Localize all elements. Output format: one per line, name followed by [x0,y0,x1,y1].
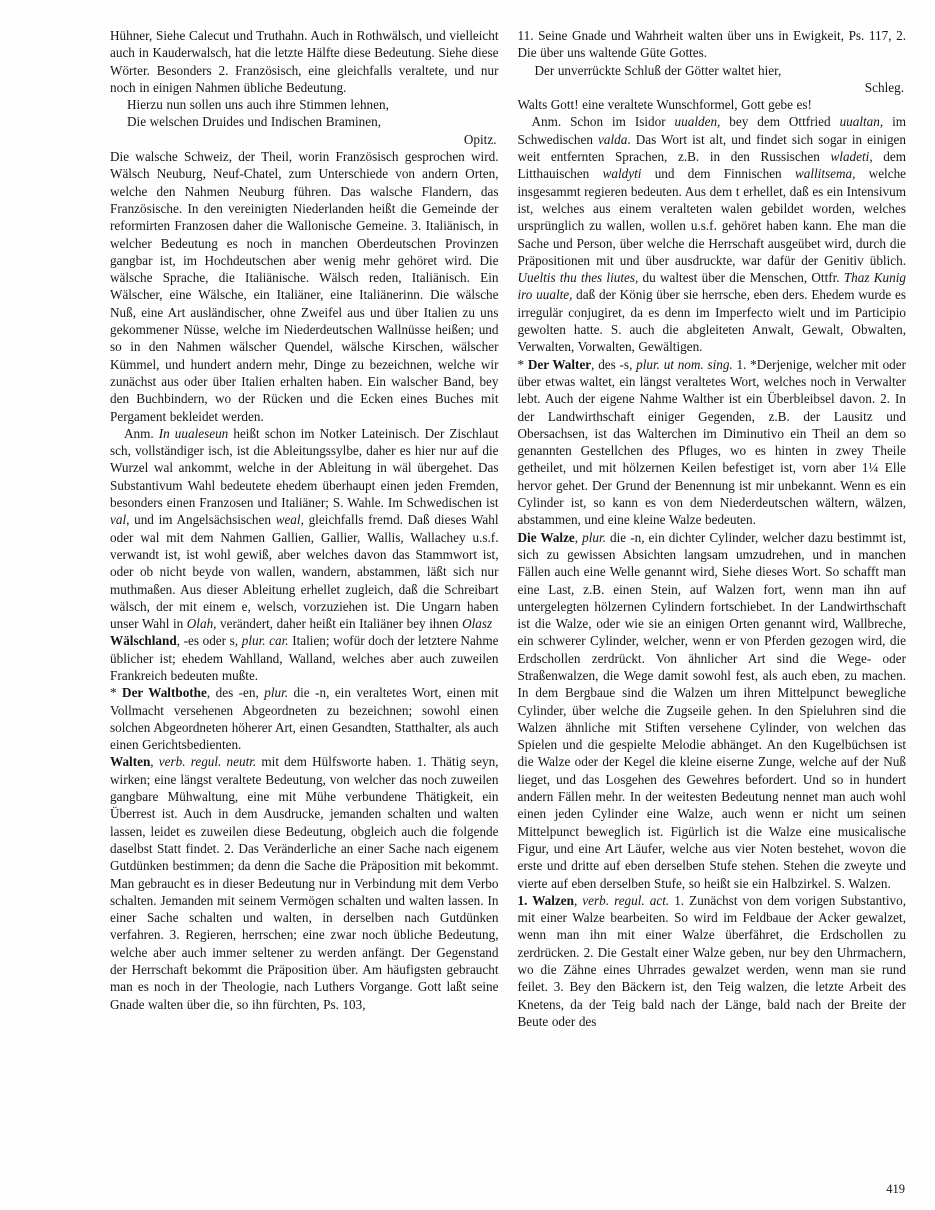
paragraph [110,425,499,633]
body-text: , -es oder s, [176,633,242,649]
headword: Wälschland [110,633,177,649]
italic-text: plur. car. [241,633,289,649]
body-text: . Das Wort ist alt, und findet sich sogar in einigen weit entfernten Sprachen, z.B. in den Russischen [517,131,906,165]
body-text: , [574,529,583,545]
body-text: , gleichfalls fremd. Daß dieses Wahl oder wal mit dem Nahmen Gallien, Gallier, Wallis, Wallachey u.s.f. verwandt ist, ist wohl gewiß, aber welches davon das Stammwort ist, oder ob nicht beyde von wallen, wandern, abstammen, läßt sich nur muthmaßen. Aus dieser Ableitung erhellet zugleich, daß die Schreibart wälsch, der mit einem e, welsch, vorzuziehen ist. Die Ungarn haben unser Wahl in [110,512,499,632]
italic-text: uualtan, [839,114,884,130]
dictionary-entry [518,892,907,1030]
body-text: , des -s, [591,356,637,372]
italic-text: weal [275,512,301,528]
italic-text: Thaz Kunig iro uualte, [517,270,906,303]
body-text: 1. *Derjenige, welcher mit oder über etwas waltet, ein längst veraltetes Wort, welches noch in Verwalter lebt. Auch der eigene Nahme Walther ist ein Überbleibsel davon. 2. In der Landwirthschaft einiger Gegenden, z.B. der Lausitz und Obersachsen, ist das Walterchen im Diminutivo ein Theil an dem so genannten Gestellchen des Pfluges, wo es hinten in zwey Theile getheilet, und mit hölzernen Keilen befestiget ist, vorn aber 1¼ Elle hervor gehet. Der Grund der Benennung ist mir unbekannt. Wenn es ein Cylinder ist, so kann es von dem Niederdeutschen wältern, wälzen, abstammen, und eine kleine Walze bedeuten. [517,356,906,528]
body-text: Anm. [124,425,159,441]
body-text: , [150,754,159,770]
dictionary-entry [110,753,499,1012]
dictionary-entry [110,632,499,684]
headword: Die Walze [517,529,575,545]
paragraph [110,148,499,425]
italic-text: wladeti, [830,149,873,165]
body-text: du waltest über die Menschen, Ottfr. [638,270,844,286]
body-text: daß der König über sie herrsche, eben ders. Ehedem wurde es irregulär conjugiret, da es denn im Imperfecto wielt und im Participio gewolten hatte. S. auch die abgleiteten Anwalt, Gewalt, Obwalten, Verwalten, Vorwalten, Gewältigen. [517,287,906,355]
italic-text: waldyti [602,166,642,182]
italic-text: verb. regul. neutr. [158,754,257,770]
body-text: Anm. Schon im Isidor [531,114,675,130]
body-text: die -n, ein dichter Cylinder, welcher dazu bestimmt ist, sich zu gewissen Absichten langsam umzudrehen, und in manchen Fällen auch eine Welle genannt wird, Siehe dieses Wort. So schafft man eine Last, z.B. einen Stein, auf Walzen fort, wenn man ihn auf untergelegten hölzernen Cylindern fortschiebet. In der Landwirthschaft ist die Walze, oder wie sie an einigen Orten genannt wird, Wallbreche, ein schwerer Cylinder, welcher, wenn er von Pferden gezogen wird, die Erdschollen zerdrückt. Von ähnlicher Art sind die Wege- oder Straßenwalzen, die Wege damit sowohl fest, als auch eben, zu machen. In dem Bergbaue sind die Walzen um ihren Mittelpunct bewegliche Cylinder, über welche die Zugseile gehen. In den Spieluhren sind die Walzen ähnliche mit Stiften versehene Cylinder, von welchen das Spielen und die gespielte Melodie abhänget. An den Kugelbüchsen ist die Walze oder der Kegel die kleine eiserne Zunge, welche auf der Nuß lieget, und das Losgehen des Gewehres befordert. Und so in hundert andern Fällen mehr. In der weitesten Bedeutung nennet man auch wohl einen jeden Cylinder eine Walze, auch wenn er nicht um seinen Mittelpunct beweglich ist. Figürlich ist die Walze eine musicalische Figur, und eine Art Läufer, welche aus vier Noten bestehet, wovon die erste und dritte auf eben derselben Stufe stehen. Stehen die zweyte und vierte auf eben derselben Stufe, so heißt sie ein Halbzirkel. S. Walzen. [517,529,906,891]
italic-text: Olah, [186,616,217,632]
body-text: im Schwedischen [517,114,907,147]
body-text: verändert, daher heißt ein Italiäner bey ihnen [216,616,463,632]
italic-text: wallitsema, [794,166,856,182]
paragraph [518,27,907,62]
verse-attribution: Opitz. [463,131,497,147]
dictionary-entry [518,529,907,892]
body-text: Die walsche Schweiz, der Theil, worin Französisch gesprochen wird. Wälsch Neuburg, Neuf-Chatel, zum Unterschiede von andern Orten, welche den Nahmen Neuburg führen. Das walsche Flandern, das Französische. In den vereinigten Niederlanden heißt die Gemeinde der reformirten Franzosen daher die Wallonische Gemeine. 3. Italiänisch, in welcher Bedeutung es noch in manchen Oberdeutschen Provinzen gangbar ist, im Hochdeutschen aber wenig mehr gehöret wird. Die wälsche Sprache, die Italiänische. Wälsch reden, Italiänisch. Ein Wälscher, eine Wälsche, ein Italiäner, eine Italiänerinn. Die wälsche Nuß, eine Art ausländischer, ohne Zweifel aus und über Italien zu uns gekommener Nüsse, welche im Niederdeutschen Wallnüsse heißen; und so in den Nahmen wälscher Quendel, wälsche Kirschen, wälscher Kümmel, und hundert andern mehr, Dinge zu bezeichnen, welche wir zunächst aus oder über Italien erhalten haben. Ein walscher Band, bey den Buchbindern, wo der Rücken und die Ecken eines Buches mit Pergament bekleidet werden. [110,149,499,424]
verse-line: Hierzu nun sollen uns auch ihre Stimmen lehnen, [127,97,389,113]
body-text: Italien; wofür doch der letztere Nahme üblicher ist; ehedem Wahlland, Walland, welches aber auch zuweilen Frankreich bedeuten mußte. [110,633,499,683]
dictionary-entry [110,684,499,753]
body-text: welche insgesammt regieren bedeuten. Aus dem t erhellet, daß es ein Intensivum ist, welches aus einem veralteten walen gebildet worden, welches ursprünglich zu wallen, wollen u.s.f. gehöret haben kann. Ehe man die Sache und Person, über welche die Herrschaft ausgeübet wird, durch die Präpositionen mit und über ausdruckte, war dafür der Genitiv üblich. [517,166,907,268]
verse-line: Der unverrückte Schluß der Götter waltet hier, [534,62,782,78]
italic-text: Uueltis thu thes liutes, [517,270,639,286]
body-text: bey dem Ottfried [720,114,840,130]
italic-text: verb. regul. act. [582,892,670,908]
body-text: mit dem Hülfsworte haben. 1. Thätig seyn, wirken; eine längst veraltete Bedeutung, von welcher das noch zuweilen gangbare Mühwaltung, eine mit Mühe verbundene Thätigkeit, ein Überrest ist. Auch in dem Ausdrucke, jemanden schalten und walten lassen, leidet es zuweilen diese Bedeutung, obgleich auch die folgende daselbst Statt findet. 2. Das Veränderliche an einer Sache nach eigenem Gutdünken bestimmen; da denn die Sache die Präposition mit bekommt. Man gebraucht es in dieser Bedeutung nur in Verbindung mit dem Verbo schalten. Jemanden mit seinem Vermögen schalten und walten lassen. In einer Sache schalten und walten, in derselben nach Gutdünken verfahren. 3. Regieren, herrschen; eine zwar noch übliche Bedeutung, welche aber auch immer seltener zu werden anfängt. Der Gegenstand der Herrschaft bekommt die Präposition über. Am häufigsten gebraucht man es noch in der Theologie, nach Luthers Vorgange. Gott laßt seine Gnade walten über die, so ihn fürchten, Ps. 103, [110,754,499,1012]
italic-text: Olasz [462,616,493,632]
paragraph [518,96,907,113]
body-text: , und im Angelsächsischen [126,512,276,528]
body-text: , des -en, [206,685,265,701]
body-text: * [110,685,123,701]
page-number: 419 [886,1182,905,1196]
dictionary-entry [518,356,907,529]
body-text: und dem Finnischen [641,166,795,182]
paragraph [110,27,499,96]
body-text: * [517,356,528,372]
italic-text: In uualeseun [158,425,229,441]
body-text: 1. Zunächst von dem vorigen Substantivo, mit einer Walze bearbeiten. So wird im Feldbaue der Acker gewalzet, wenn man ihn mit einer Walze überfähret, die Erdschollen zu zerdrücken. 2. Die Gestalt einer Walze geben, nur bey den Uhrmachern, wo die Zähne eines Uhrrades gewalzet werden, wenn man sie rund feilet. 3. Bey den Bäckern ist, den Teig walzen, die letzte Arbeit des Knetens, da der Teig bald nach der Länge, bald nach der Breite der Beute oder des [517,892,906,1029]
body-text: , [573,892,583,908]
body-text: die -n, ein veraltetes Wort, einen mit Vollmacht versehenen Abgeordneten zu bezeichnen; sowohl einen solchen Abgeordneten höherer Art, einen Gesandten, Statthalter, als auch einen Gerichtsbedienten. [110,685,499,753]
italic-text: val [110,512,127,528]
headword: Der Waltbothe [122,685,207,701]
verse-attribution: Schleg. [864,79,904,95]
body-text: dem Litthauischen [517,149,906,182]
left-column [110,27,499,1030]
verse-line: Die welschen Druides und Indischen Braminen, [127,114,382,130]
headword: Walten [110,754,151,770]
text-columns [110,27,906,1030]
body-text: Hühner, Siehe Calecut und Truthahn. Auch in Rothwälsch, und vielleicht auch in Kauderwalsch, hat die letzte Hälfte diese Bedeutung. Siehe diese Wörter. Besonders 2. Französisch, eine gleichfalls veraltete, und nur noch in einigen Nahmen übliche Bedeutung. [110,28,499,95]
italic-text: uualden, [674,114,721,130]
italic-text: plur. ut nom. sing. [636,356,733,372]
body-text: Walts Gott! eine veraltete Wunschformel, Gott gebe es! [517,97,812,113]
paragraph [518,113,907,355]
right-column [518,27,907,1030]
headword: Der Walter [527,356,592,372]
body-text: heißt schon im Notker Lateinisch. Der Zischlaut sch, vollständiger isch, ist die Ableitungssylbe, daher es hier nur auf die Wurzel wal ankommt, welche in der Ableitung in wäl übergehet. Das Substantivum Wahl bedeutete ehedem überhaupt einen jeden Fremden, besonders einen Franzosen und Italiäner; S. Wahle. Im Schwedischen ist [110,425,499,511]
italic-text: plur. [264,685,289,701]
italic-text: plur. [582,529,606,545]
headword: 1. Walzen [517,892,574,908]
italic-text: valda [598,131,628,147]
body-text: 11. Seine Gnade und Wahrheit walten über uns in Ewigkeit, Ps. 117, 2. Die über uns waltende Güte Gottes. [517,28,906,61]
